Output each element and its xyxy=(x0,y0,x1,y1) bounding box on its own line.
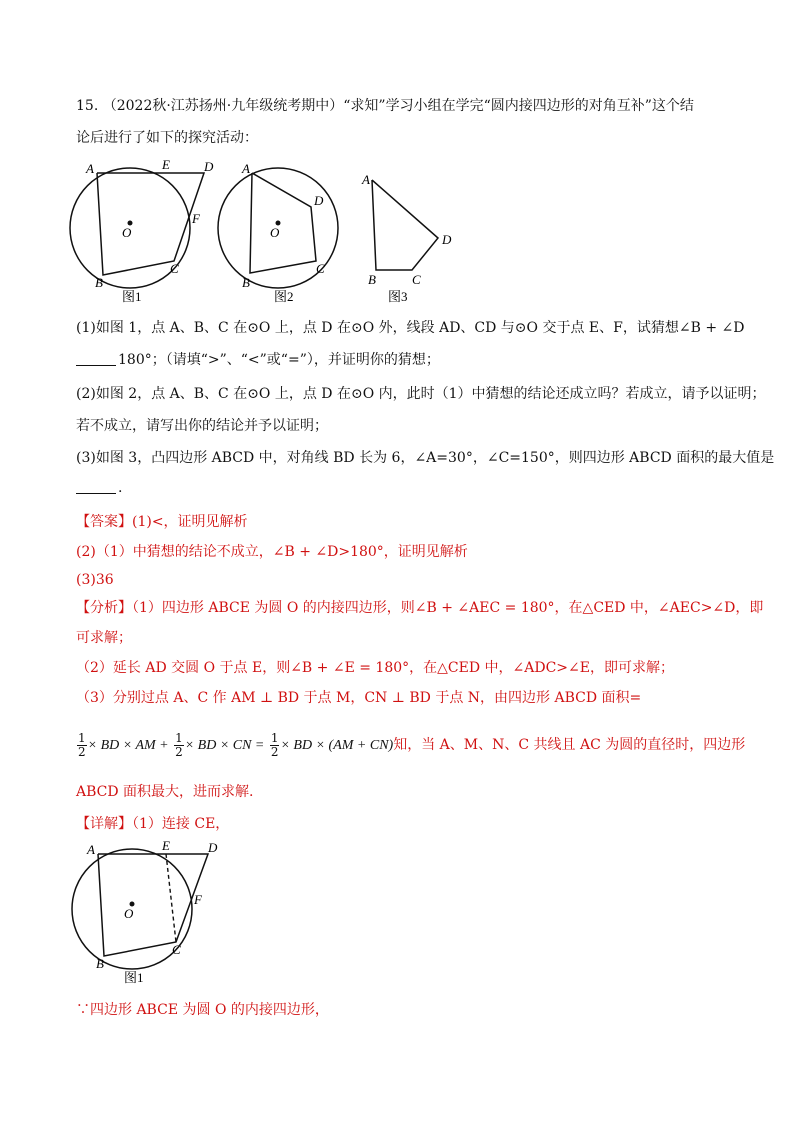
label-a: A xyxy=(242,161,250,176)
quad-abcd xyxy=(250,173,316,273)
label-b: B xyxy=(95,275,103,290)
problem-number: 15. xyxy=(76,98,99,114)
label-c: C xyxy=(170,261,179,276)
formula-term-2: × BD × CN = xyxy=(184,738,265,753)
figure-1-detail xyxy=(62,836,232,986)
figure-1-caption: 图1 xyxy=(122,289,142,304)
figure-3 xyxy=(352,160,462,305)
label-e: E xyxy=(162,838,170,853)
figure-1-detail-caption: 图1 xyxy=(124,970,144,985)
analysis-p4: ABCD 面积最大，进而求解. xyxy=(76,784,254,800)
formula-tail: 知，当 A、M、N、C 共线且 AC 为圆的直径时，四边形 xyxy=(393,737,746,753)
quad-abcd xyxy=(97,173,204,275)
answer-line-1 xyxy=(76,512,248,532)
analysis-p1: （1）四边形 ABCE 为圆 O 的内接四边形，则∠B + ∠AEC = 180°，在△CED 中，∠AEC>∠D，即 xyxy=(132,600,764,616)
figure-1 xyxy=(62,155,222,305)
part-3-line-2-text: . xyxy=(118,480,123,496)
problem-heading xyxy=(76,96,694,116)
label-f: F xyxy=(194,892,202,907)
figure-2-caption: 图2 xyxy=(274,289,294,304)
fraction-half: $\frac{1}{2}$ xyxy=(78,730,86,759)
label-c: C xyxy=(172,942,181,957)
label-c: C xyxy=(316,261,325,276)
answer-2: (2)（1）中猜想的结论不成立，∠B + ∠D>180°，证明见解析 xyxy=(76,544,468,560)
label-d: D xyxy=(208,840,218,855)
part-1-line-2-text: 180°；（请填“>”、“<”或“=”），并证明你的猜想； xyxy=(118,352,440,368)
detail-line-1 xyxy=(76,814,229,834)
formula-term-3: × BD × (AM + CN) xyxy=(280,738,394,753)
quad-abcd xyxy=(372,180,438,270)
part-1-line-1: (1)如图 1，点 A、B、C 在⊙O 上，点 D 在⊙O 外，线段 AD、CD 与⊙O 交于点 E、F，试猜想∠B + ∠D xyxy=(76,320,745,336)
answer-blank-1 xyxy=(76,351,116,366)
part-1-line-2 xyxy=(76,350,440,370)
label-o: O xyxy=(122,225,132,240)
detail-d1: （1）连接 CE， xyxy=(132,816,230,832)
part-3-line-2 xyxy=(76,478,122,498)
label-a: A xyxy=(86,161,94,176)
part-3-line-1: (3)如图 3，凸四边形 ABCD 中，对角线 BD 长为 6，∠A=30°，∠C=150°，则四边形 ABCD 面积的最大值是 xyxy=(76,450,775,466)
fraction-half: $\frac{1}{2}$ xyxy=(270,730,279,759)
label-b: B xyxy=(242,275,250,290)
analysis-p1-cont: 可求解； xyxy=(76,630,132,646)
label-d: D xyxy=(204,159,214,174)
label-e: E xyxy=(162,157,170,172)
label-c: C xyxy=(412,272,421,287)
detail-label: 【详解】 xyxy=(76,816,132,832)
figure-3-caption: 图3 xyxy=(388,289,408,304)
analysis-p2: （2）延长 AD 交圆 O 于点 E，则∠B + ∠E = 180°，在△CED 中，∠ADC>∠E，即可求解； xyxy=(76,660,674,676)
problem-intro-2: 论后进行了如下的探究活动： xyxy=(76,130,258,146)
label-b: B xyxy=(96,956,104,971)
label-b: B xyxy=(368,272,376,287)
problem-source: （2022秋·江苏扬州·九年级统考期中） xyxy=(102,98,344,114)
analysis-line-1 xyxy=(76,598,763,618)
label-o: O xyxy=(124,906,134,921)
label-a: A xyxy=(87,842,95,857)
label-o: O xyxy=(270,225,280,240)
label-d: D xyxy=(442,232,452,247)
label-a: A xyxy=(362,172,370,187)
label-d: D xyxy=(314,193,324,208)
problem-intro-1: “求知”学习小组在学完“圆内接四边形的对角互补”这个结 xyxy=(343,98,694,114)
analysis-label: 【分析】 xyxy=(76,600,132,616)
answer-blank-3 xyxy=(76,479,116,494)
part-2-line-2: 若不成立，请写出你的结论并予以证明； xyxy=(76,418,328,434)
answer-label: 【答案】 xyxy=(76,514,132,530)
detail-last: ∵四边形 ABCE 为圆 O 的内接四边形， xyxy=(76,1002,329,1018)
fraction-half: $\frac{1}{2}$ xyxy=(175,730,183,759)
answer-3: (3)36 xyxy=(76,572,114,588)
figure-2 xyxy=(212,155,352,305)
analysis-p3: （3）分别过点 A、C 作 AM ⊥ BD 于点 M，CN ⊥ BD 于点 N，由四边形 ABCD 面积= xyxy=(76,690,642,706)
formula-term-1: × BD × AM + xyxy=(87,738,169,753)
answer-1: (1)<，证明见解析 xyxy=(132,514,248,530)
analysis-formula xyxy=(76,730,745,761)
label-f: F xyxy=(192,211,200,226)
part-2-line-1: (2)如图 2，点 A、B、C 在⊙O 上，点 D 在⊙O 内，此时（1）中猜想的结论还成立吗？若成立，请予以证明； xyxy=(76,386,766,402)
